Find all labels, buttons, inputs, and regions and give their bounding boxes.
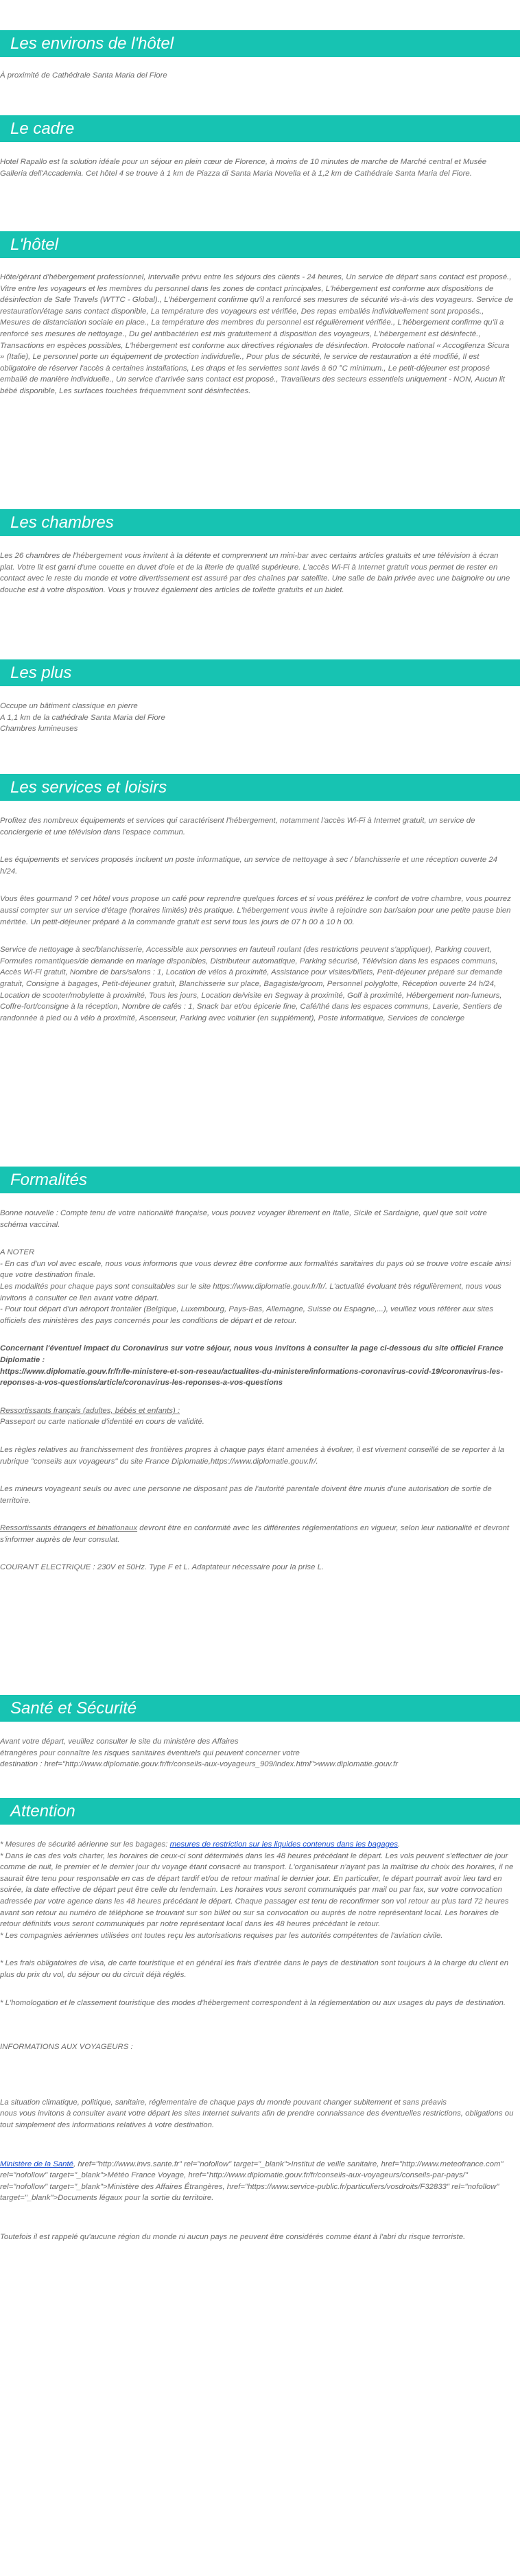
attention-p3: * L'homologation et le classement touristique des modes d'hébergement correspondent à la réglementation ou aux usages du pays de destination.: [0, 1998, 506, 2007]
hotel-text: Hôte/gérant d'hébergement professionnel, Intervalle prévu entre les séjours des clients - 24 heures, Un service de départ sans contact est proposé., Vitre entre les voyageurs et les membres du personnel dans les zones de contact principales, L'hébergement est conforme aux dispositions de désinfection de Safe Travels (WTTC - Global)., L'hébergement confirme qu'il a renforcé ses mesures de sécurité vis-à-vis des voyageurs. Service de restauration/étage sans contact disponible, La température des voyageurs est vérifiée, Des repas emballés individuellement sont proposés., Mesures de distanciation sociale en place., La température des membres du personnel est régulièrement vérifiée., L'hébergement confirme qu'il a renforcé ses mesures de nettoyage., Du gel antibactérien est mis gratuitement à disposition des voyageurs, L'hébergement est désinfecté., Transactions en espèces possibles, L'hébergement est conforme aux directives régionales de désinfection. Protocole national « Accoglienza Sicura » (Italie), Le personnel porte un équipement de protection individuelle., Pour plus de sécurité, le service de restauration a été modifié, Il est obligatoire de réserver l'accès à certaines installations, Les draps et les serviettes sont lavés à 60 °C minimum., Le petit-déjeuner est proposé emballé de manière individuelle., Un service d'arrivée sans contact est proposé., Travailleurs des secteurs essentiels uniquement - NON, Aucun lit bébé disponible, Les surfaces touchées fréquemment sont désinfectées.: [0, 273, 516, 395]
services-p2: Les équipements et services proposés incluent un poste informatique, un service de nettoyage à sec / blanchisserie et une réception ouverte 24 h/24.: [0, 856, 500, 876]
section-header-sante: Santé et Sécurité: [0, 1695, 520, 1722]
section-text-cadre: [0, 156, 515, 179]
section-header-formalites: Formalités: [0, 1167, 520, 1193]
ress-etr-label: Ressortissants étrangers et binationaux: [0, 1524, 138, 1533]
section-text-plus: [0, 701, 515, 735]
ministere-sante-link[interactable]: Ministère de la Santé: [0, 2159, 74, 2168]
section-header-hotel: L'hôtel: [0, 231, 520, 258]
ress-fr-text: Passeport ou carte nationale d'identité en cours de validité.: [0, 1418, 204, 1427]
ress-etr-text: devront être en conformité avec les différentes réglementations en vigueur, selon leur nationalité et devront s'informer auprès de leur consulat.: [0, 1524, 512, 1544]
liquids-restriction-link[interactable]: mesures de restriction sur les liquides contenus dans les bagages: [169, 1840, 398, 1849]
plus-line: Occupe un bâtiment classique en pierre: [0, 702, 138, 710]
formalites-p3: Les règles relatives au franchissement des frontières propres à chaque pays étant amenées à évoluer, il est vivement conseillé de se reporter à la rubrique "conseils aux voyageurs" du site France Diplomatie,https://www.diplomatie.gouv.fr/.: [0, 1445, 507, 1466]
environs-text: À proximité de Cathédrale Santa Maria del Fiore: [0, 71, 167, 80]
formalites-p4: Les mineurs voyageant seuls ou avec une personne ne disposant pas de l'autorité parentale doivent être munis d'une autorisation de sortie de territoire.: [0, 1485, 494, 1505]
section-text-formalites: [0, 1208, 515, 1573]
formalites-anoter: A NOTER: [0, 1248, 35, 1257]
cadre-text: Hotel Rapallo est la solution idéale pour un séjour en plein cœur de Florence, à moins de 10 minutes de marche de Marché central et Musée Galleria dell'Accademia. Cet hôtel 4 se trouve à 1 km de Piazza di Santa Maria Novella et à 1,2 km de Cathédrale Santa Maria del Fiore.: [0, 158, 489, 178]
section-header-services: Les services et loisirs: [0, 774, 520, 801]
chambres-text: Les 26 chambres de l'hébergement vous invitent à la détente et comprennent un mini-bar avec certains articles gratuits et une télévision à écran plat. Votre lit est garni d'une couette en duvet d'oie et de la literie de qualité supérieure. L'accès Wi-Fi à Internet gratuit vous permet de rester en contact avec le reste du monde et votre divertissement est assuré par des chaînes par satellite. Une salle de bain privée avec une baignoire ou une douche est à votre disposition. Vous y trouvez également des articles de toilette gratuits et un bidet.: [0, 552, 512, 594]
attention-info: INFORMATIONS AUX VOYAGEURS :: [0, 2043, 133, 2052]
section-header-chambres: Les chambres: [0, 509, 520, 536]
plus-line: A 1,1 km de la cathédrale Santa Maria del Fiore: [0, 713, 165, 722]
section-text-hotel: [0, 272, 515, 397]
services-p4: Service de nettoyage à sec/blanchisserie, Accessible aux personnes en fauteuil roulant (des restrictions peuvent s'appliquer), Parking couvert, Formules romantiques/de demande en mariage disponibles, Distributeur automatique, Parking sécurisé, Télévision dans les espaces communs, Accès Wi-Fi gratuit, Nombre de bars/salons : 1, Location de vélos à proximité, Assistance pour visites/billets, Petit-déjeuner préparé sur demande gratuit, Consigne à bagages, Petit-déjeuner gratuit, Blanchisserie sur place, Bagagiste/groom, Personnel polyglotte, Réception ouverte 24 h/24, Location de scooter/mobylette à proximité, Tous les jours, Location de/visite en Segway à proximité, Golf à proximité, Hébergement non-fumeurs, Coffre-fort/consigne à la réception, Nombre de cafés : 1, Snack bar et/ou épicerie fine, Café/thé dans les espaces communs, Laverie, Sentiers de randonnée à pied ou à vélo à proximité, Ascenseur, Parking avec voiturier (en supplément), Poste informatique, Services de concierge: [0, 946, 505, 1022]
section-text-attention: [0, 1839, 515, 2243]
section-header-environs: Les environs de l'hôtel: [0, 30, 520, 57]
services-p3: Vous êtes gourmand ? cet hôtel vous propose un café pour reprendre quelques forces et si vous préférez le confort de votre chambre, vous pourrez aussi compter sur un service d'étage (horaires limités) très pratique. L'hébergement vous invite à rejoindre son bar/salon pour une petite pause bien méritée. Un petit-déjeuner préparé à la commande gratuit est servi tous les jours de 07 h 00 à 10 h 00.: [0, 895, 513, 926]
attention-p1-prefix: * Mesures de sécurité aérienne sur les bagages:: [0, 1840, 170, 1849]
attention-p1-rest: . * Dans le cas des vols charter, les horaires de ceux-ci sont déterminés dans les 48 heures précédant le départ. Les vols peuvent s'effectuer de jour comme de nuit, le premier et le dernier jour du voyage étant consacré au transport. L'organisateur n'ayant pas la maîtrise du choix des horaires, il ne saurait être tenu pour responsable en cas de départ tardif et/ou de retour matinal le dernier jour. En particulier, le départ pourrait avoir lieu tard en soirée, la date effective de départ peut être celle du lendemain. Les horaires vous seront communiqués par mail ou par fax, sur votre convocation adressée par votre agence dans les 48 heures précédant le départ. Chaque passager est tenu de reconfirmer son vol retour au plus tard 72 heures avant son retour au numéro de téléphone se trouvant sur son billet ou sur sa convocation ou auprès de notre représentant local. Les horaires de retour définitifs vous seront communiqués par notre représentant local dans les 48 heures précédant le retour. * Les compagnies aériennes utilisées ont toutes reçu les autorisations requises par les autorités compétentes de l'aviation civile.: [0, 1840, 514, 1940]
attention-p5-rest: , href="http://www.invs.sante.fr" rel="nofollow" target="_blank">Institut de veille sanitaire, href="http://www.meteofrance.com" rel="nofollow" target="_blank">Météo France Voyage, href="http://www.diplomatie.gouv.fr/fr/conseils-aux-voyageurs/conseils-par-pays/" rel="nofollow" target="_blank">Ministère des Affaires Étrangères, href="https://www.service-public.fr/particuliers/vosdroits/F32833" rel="nofollow" target="_blank">Documents légaux pour la sortie du territoire.: [0, 2159, 506, 2203]
formalites-courant: COURANT ELECTRIQUE : 230V et 50Hz. Type F et L. Adaptateur nécessaire pour la prise L.: [0, 1563, 324, 1572]
plus-line: Chambres lumineuses: [0, 725, 78, 734]
section-text-environs: [0, 70, 515, 82]
section-header-cadre: Le cadre: [0, 115, 520, 142]
attention-p6: Toutefois il est rappelé qu'aucune région du monde ni aucun pays ne peuvent être considérés comme étant à l'abri du risque terroriste.: [0, 2232, 466, 2241]
formalites-p1: Bonne nouvelle : Compte tenu de votre nationalité française, vous pouvez voyager librement en Italie, Sicile et Sardaigne, quel que soit votre schéma vaccinal.: [0, 1209, 489, 1229]
section-text-chambres: [0, 550, 515, 596]
formalites-p2: - En cas d'un vol avec escale, nous vous informons que vous devrez être conforme aux formalités sanitaires du pays où se trouve votre escale ainsi que votre destination finale. Les modalités pour chaque pays sont consultables sur le site https://www.diplomatie.gouv.fr/fr/. L'actualité évoluant très régulièrement, nous vous invitons à consulter ce lien avant votre départ. - Pour tout départ d'un aéroport frontalier (Belgique, Luxembourg, Pays-Bas, Allemagne, Suisse ou Espagne,...), veuillez vous référer aux sites officiels des ministères des pays concernés pour les conditions de départ et de retour.: [0, 1259, 511, 1325]
section-text-sante: [0, 1736, 515, 1770]
services-p1: Profitez des nombreux équipements et services qui caractérisent l'hébergement, notamment l'accès Wi-Fi à Internet gratuit, un service de conciergerie et une télévision dans l'espace commun.: [0, 817, 477, 836]
section-text-services: [0, 815, 515, 1024]
section-header-attention: Attention: [0, 1798, 520, 1825]
attention-p2: * Les frais obligatoires de visa, de carte touristique et en général les frais d'entrée dans le pays de destination sont toujours à la charge du client en plus du prix du vol, du séjour ou du circuit déjà réglés.: [0, 1959, 511, 1979]
formalites-bold: Concernant l'éventuel impact du Coronavirus sur votre séjour, nous vous invitons à consulter la page ci-dessous du site officiel France Diplomatie : https://www.diplomatie.gouv.fr/fr/le-ministere-et-son-reseau/actualites-du-ministere/informations-coronavirus-covid-19/coronavirus-les-reponses-a-vos-questions/article/coronavirus-les-reponses-a-vos-questions: [0, 1344, 504, 1387]
section-header-plus: Les plus: [0, 659, 520, 686]
ress-fr-label: Ressortissants français (adultes, bébés et enfants) :: [0, 1406, 180, 1415]
sante-text: Avant votre départ, veuillez consulter le site du ministère des Affaires étrangères pour connaître les risques sanitaires éventuels qui peuvent concerner votre destination : href="http://www.diplomatie.gouv.fr/fr/conseils-aux-voyageurs_909/index.html">www.diplomatie.gouv.fr: [0, 1737, 399, 1769]
attention-p4: La situation climatique, politique, sanitaire, réglementaire de chaque pays du monde pouvant changer subitement et sans préavis nous vous invitons à consulter avant votre départ les sites Internet suivants afin de prendre connaissance des éventuelles restrictions, obligations ou tout simplement des informations relatives à votre destination.: [0, 2098, 514, 2129]
